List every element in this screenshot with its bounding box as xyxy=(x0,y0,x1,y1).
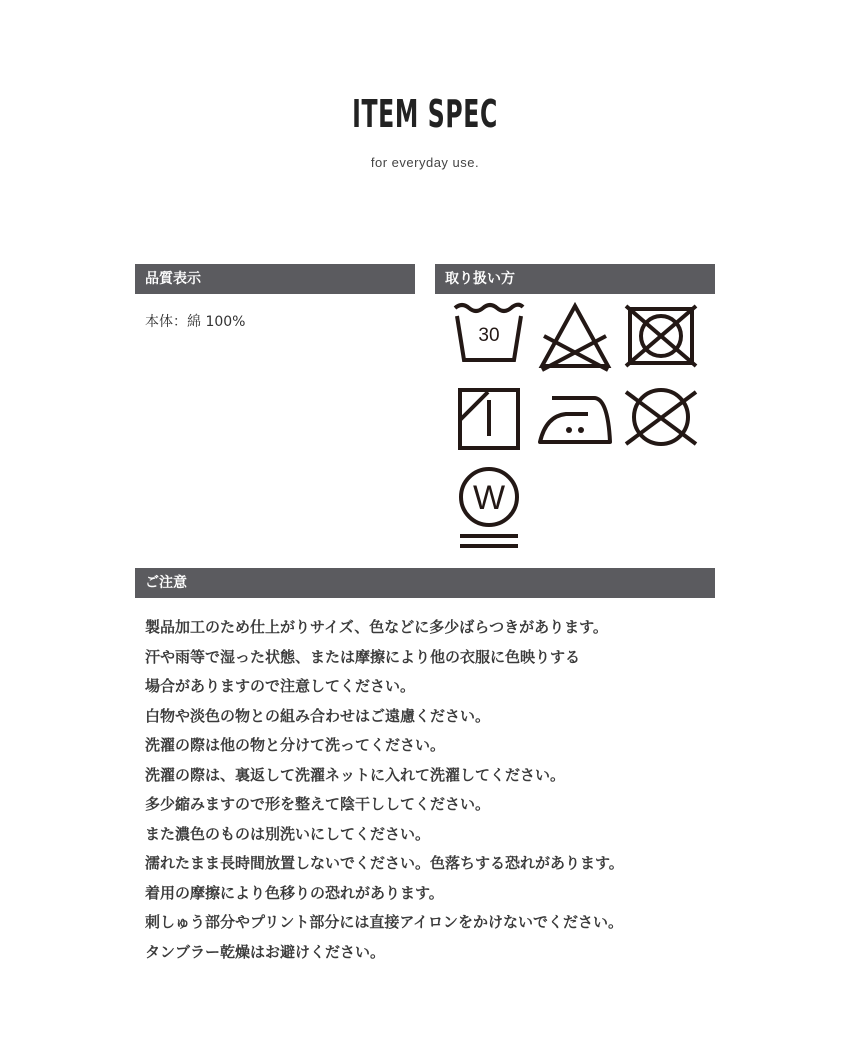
care-notes-list xyxy=(145,613,624,967)
wet-clean-label: W xyxy=(472,479,506,517)
note-line: 濡れたまま長時間放置しないでください。色落ちする恐れがあります。 xyxy=(145,854,624,872)
notes-section-heading: ご注意 xyxy=(135,568,715,598)
note-line: 汗や雨等で湿った状態、または摩擦により他の衣服に色映りする xyxy=(145,647,581,666)
no-dry-clean-icon xyxy=(622,384,700,450)
wash-30-icon xyxy=(452,302,526,366)
note-line: 刺しゅう部分やプリント部分には直接アイロンをかけないでください。 xyxy=(145,913,624,931)
dry-flat-shade-icon xyxy=(454,386,524,452)
no-tumble-dry-icon xyxy=(624,304,698,368)
wet-clean-icon xyxy=(452,462,526,552)
note-line: 多少縮みますので形を整えて陰干ししてください。 xyxy=(145,795,491,813)
note-line: 白物や淡色の物との組み合わせはご遠慮ください。 xyxy=(145,706,491,725)
note-line: タンブラー乾燥はお避けください。 xyxy=(145,942,386,961)
wash-temperature-label: 30 xyxy=(478,325,500,346)
note-line: 洗濯の際は他の物と分けて洗ってください。 xyxy=(145,736,446,754)
iron-medium-icon xyxy=(536,386,616,450)
quality-section-heading: 品質表示 xyxy=(135,264,415,294)
note-line: また濃色のものは別洗いにしてください。 xyxy=(145,824,431,843)
care-section-heading: 取り扱い方 xyxy=(435,264,715,294)
note-line: 着用の摩擦により色移りの恐れがあります。 xyxy=(145,883,444,902)
note-line: 洗濯の際は、裏返して洗濯ネットに入れて洗濯してください。 xyxy=(145,765,566,784)
page-subtitle: for everyday use. xyxy=(370,155,480,170)
page-title: ITEM SPEC xyxy=(352,92,498,136)
material-composition: 本体：綿 100% xyxy=(145,314,246,330)
no-bleach-icon xyxy=(538,302,612,372)
note-line: 製品加工のため仕上がりサイズ、色などに多少ばらつきがあります。 xyxy=(145,618,608,636)
note-line: 場合がありますので注意してください。 xyxy=(145,677,416,695)
